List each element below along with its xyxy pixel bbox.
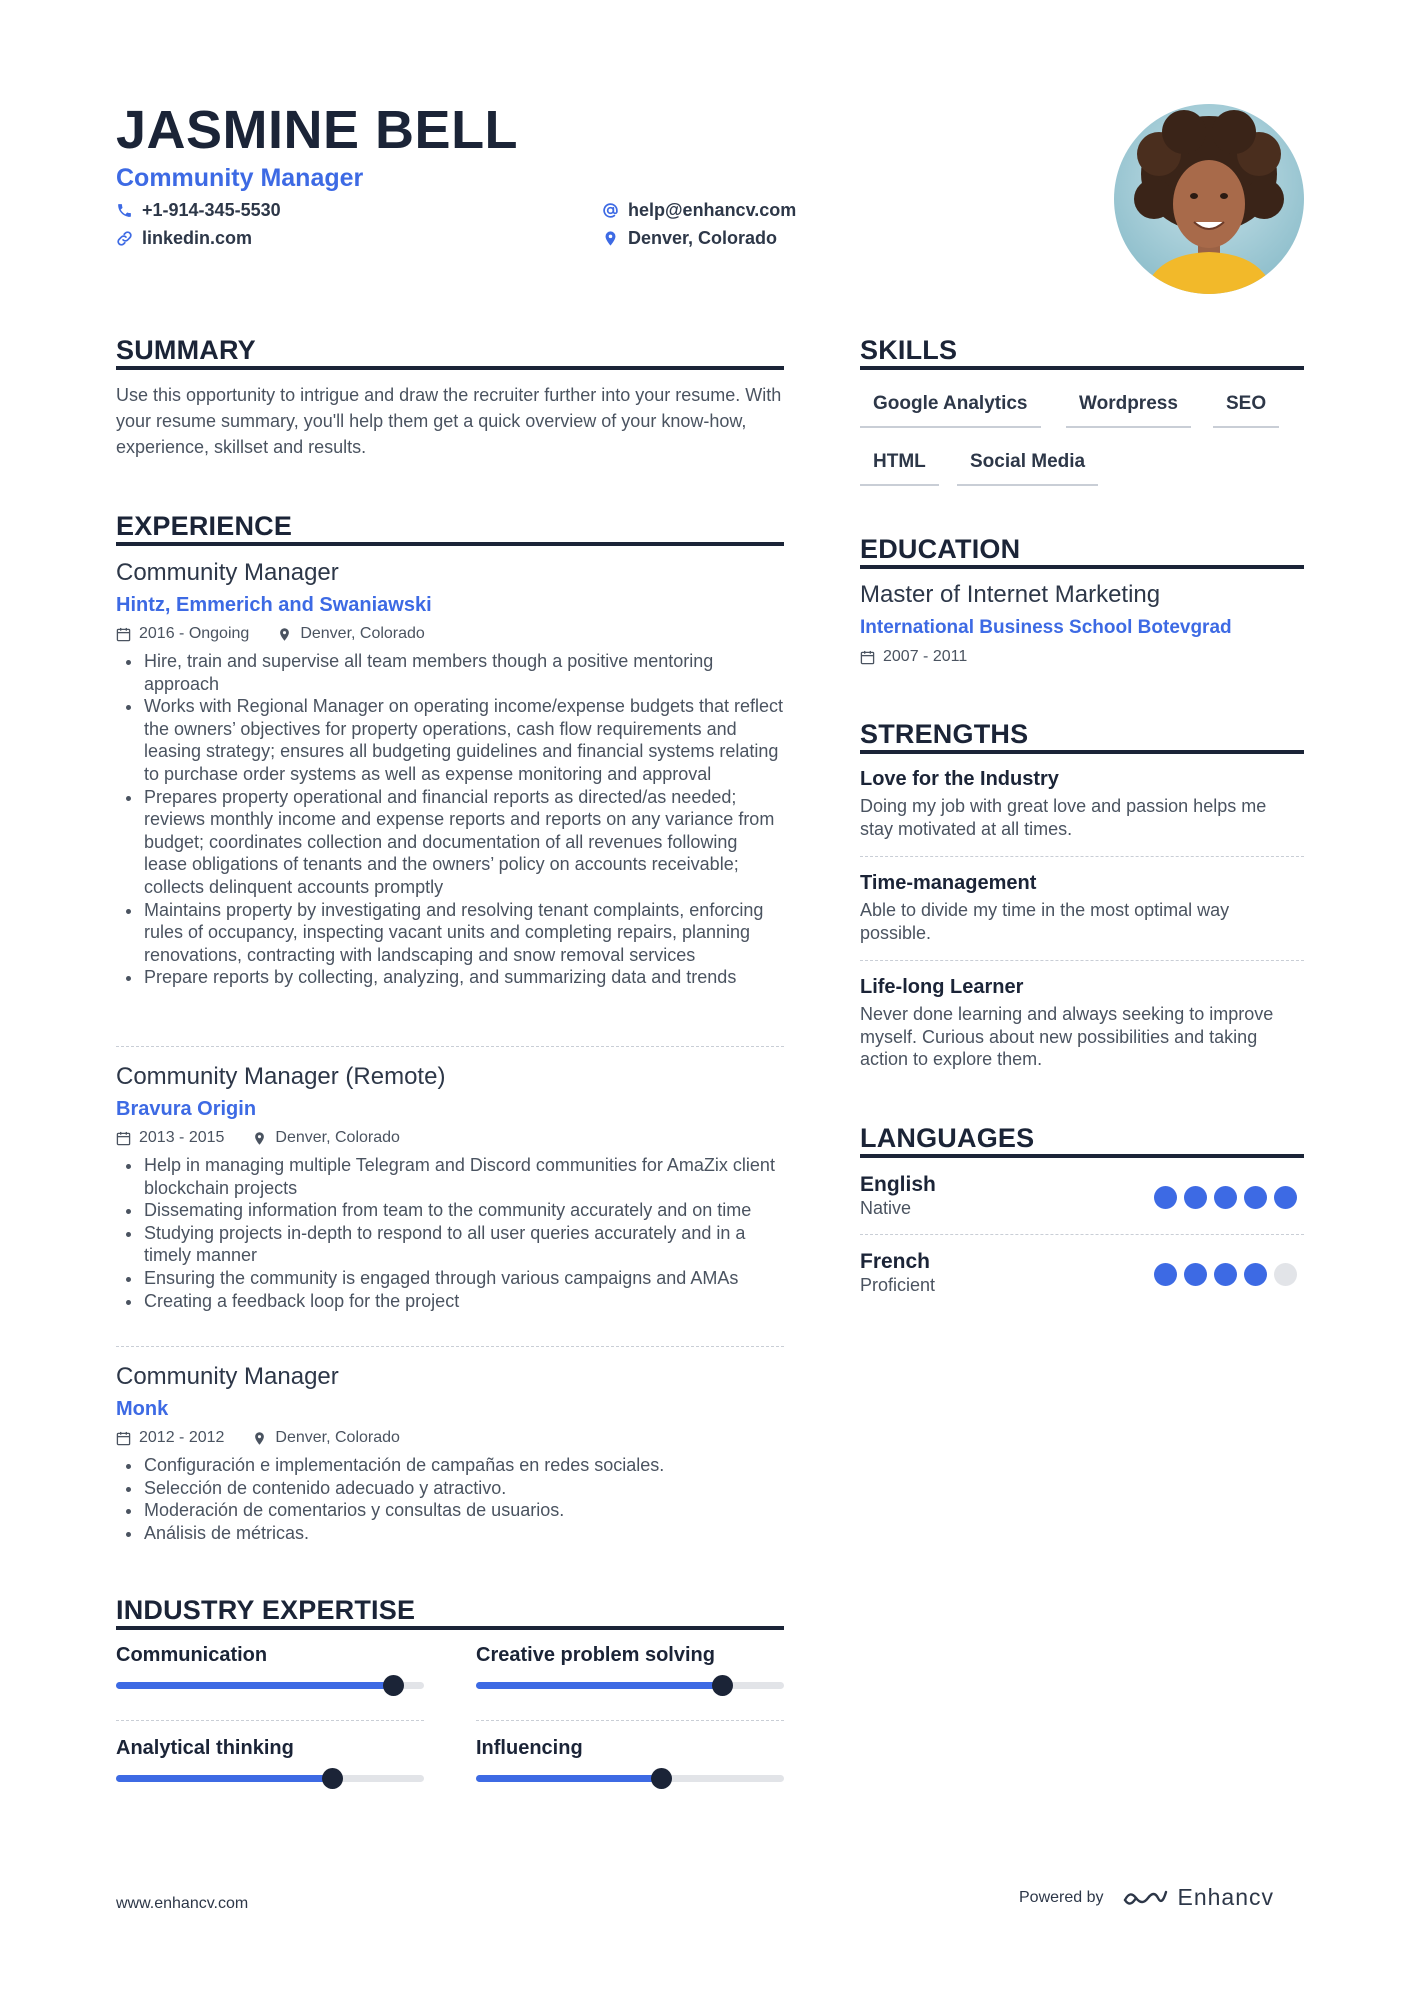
profile-photo — [1114, 104, 1304, 294]
education-dates: 2007 - 2011 — [883, 648, 968, 665]
expertise-label: Analytical thinking — [116, 1737, 294, 1759]
expertise-bar — [116, 1682, 424, 1689]
expertise-bar-fill — [116, 1775, 332, 1782]
expertise-bar-knob — [712, 1675, 733, 1696]
contact-email[interactable] — [602, 199, 796, 221]
rating-dot — [1184, 1263, 1207, 1286]
job-title: Community Manager — [116, 559, 339, 586]
job-company[interactable]: Bravura Origin — [116, 1098, 257, 1120]
bullet-item: • Maintains property by investigating and resolving tenant complaints, enforcing rules of occupancy, inspecting vacant units and completing repairs, planning renovations, contracting with landscaping and snow removal services — [143, 899, 784, 967]
expertise-bar-fill — [116, 1682, 393, 1689]
education-degree: Master of Internet Marketing — [860, 581, 1161, 608]
job-location: Denver, Colorado — [275, 1129, 400, 1146]
contact-location — [602, 227, 777, 249]
strength-title: Life-long Learner — [860, 976, 1024, 998]
education-heading: EDUCATION — [860, 534, 1021, 564]
strength-desc: Never done learning and always seeking to improve myself. Curious about new possibilities and taking action to explore them. — [860, 1004, 1274, 1070]
expertise-bar — [116, 1775, 424, 1782]
skill-tag: Google Analytics — [860, 392, 1041, 428]
brand-name: Enhancv — [1177, 1884, 1275, 1910]
expertise-bar-fill — [476, 1682, 722, 1689]
language-item — [860, 1250, 935, 1296]
strength-item — [860, 766, 1304, 840]
job-company[interactable]: Monk — [116, 1398, 169, 1420]
divider — [860, 960, 1304, 961]
link-icon — [116, 230, 133, 247]
bullet-item: • Dissemating information from team to the community accurately and on time — [143, 1199, 784, 1222]
job-title: Community Manager (Remote) — [116, 1063, 446, 1090]
strength-title: Love for the Industry — [860, 768, 1059, 790]
summary-heading: SUMMARY — [116, 335, 256, 365]
strength-desc: Able to divide my time in the most optimal way possible. — [860, 900, 1230, 943]
experience-rule — [116, 542, 784, 546]
experience-entry — [116, 1362, 784, 1544]
bullet-item: • Configuración e implementación de campañas en redes sociales. — [143, 1454, 784, 1477]
job-dates: 2013 - 2015 — [139, 1129, 225, 1146]
email-text: help@enhancv.com — [628, 200, 797, 220]
job-location: Denver, Colorado — [275, 1429, 400, 1446]
rating-dot — [1274, 1263, 1297, 1286]
location-pin-icon — [277, 627, 292, 642]
footer-website[interactable]: www.enhancv.com — [116, 1895, 249, 1912]
location-pin-icon — [252, 1131, 267, 1146]
expertise-label: Creative problem solving — [476, 1644, 715, 1666]
rating-dot — [1214, 1263, 1237, 1286]
rating-dot — [1274, 1186, 1297, 1209]
calendar-icon — [116, 627, 131, 642]
strengths-heading: STRENGTHS — [860, 719, 1029, 749]
job-bullets — [116, 1454, 784, 1544]
rating-dot — [1154, 1186, 1177, 1209]
job-dates: 2016 - Ongoing — [139, 625, 250, 642]
rating-dot — [1244, 1186, 1267, 1209]
bullet-item: • Works with Regional Manager on operating income/expense budgets that reflect the owners’ objectives for property operations, cash flow requirements and leasing strategy; ensures all budgeting guidelines and financial systems relating to purchase order systems as well as expense monitoring and approval — [143, 695, 784, 785]
job-location: Denver, Colorado — [300, 625, 425, 642]
bullet-item: • Hire, train and supervise all team members though a positive mentoring approach — [143, 650, 784, 695]
expertise-bar — [476, 1775, 784, 1782]
expertise-bar-fill — [476, 1775, 661, 1782]
skill-tag: Social Media — [957, 450, 1098, 486]
strength-desc: Doing my job with great love and passion helps me stay motivated at all times. — [860, 796, 1267, 839]
at-icon — [602, 202, 619, 219]
bullet-item: • Help in managing multiple Telegram and Discord communities for AmaZix client blockchain projects — [143, 1154, 784, 1199]
strengths-rule — [860, 750, 1304, 754]
bullet-item: • Ensuring the community is engaged through various campaigns and AMAs — [143, 1267, 784, 1290]
experience-entry — [116, 558, 784, 989]
rating-dot — [1154, 1263, 1177, 1286]
skill-tag: Wordpress — [1066, 392, 1191, 428]
skills-heading: SKILLS — [860, 335, 958, 365]
language-rating — [1154, 1186, 1297, 1209]
job-dates: 2012 - 2012 — [139, 1429, 225, 1446]
rating-dot — [1244, 1263, 1267, 1286]
footer-branding — [1019, 1884, 1274, 1911]
strength-title: Time-management — [860, 872, 1037, 894]
linkedin-text: linkedin.com — [142, 228, 253, 248]
divider — [860, 856, 1304, 857]
job-meta — [116, 1128, 784, 1148]
rating-dot — [1184, 1186, 1207, 1209]
divider — [860, 1234, 1304, 1235]
languages-rule — [860, 1154, 1304, 1158]
skill-tag: HTML — [860, 450, 939, 486]
expertise-heading: INDUSTRY EXPERTISE — [116, 1595, 416, 1625]
job-bullets — [116, 1154, 784, 1312]
divider — [116, 1046, 784, 1047]
skill-tag: SEO — [1213, 392, 1279, 428]
phone-icon — [116, 202, 133, 219]
bullet-item: • Selección de contenido adecuado y atractivo. — [143, 1477, 784, 1500]
phone-text: +1-914-345-5530 — [142, 200, 281, 220]
calendar-icon — [860, 650, 875, 665]
languages-heading: LANGUAGES — [860, 1123, 1035, 1153]
education-entry — [860, 580, 1304, 667]
summary-text: Use this opportunity to intrigue and draw the recruiter further into your resume. With your resume summary, you'll help them get a quick overview of your know-how, experience, skillset and results. — [116, 385, 782, 457]
bullet-item: • Análisis de métricas. — [143, 1522, 784, 1545]
expertise-label: Communication — [116, 1644, 268, 1666]
powered-by-text: Powered by — [1019, 1888, 1104, 1906]
bullet-item: • Moderación de comentarios y consultas de usuarios. — [143, 1499, 784, 1522]
language-name: French — [860, 1250, 931, 1273]
job-company[interactable]: Hintz, Emmerich and Swaniawski — [116, 594, 432, 616]
location-pin-icon — [602, 230, 619, 247]
language-rating — [1154, 1263, 1297, 1286]
enhancv-logo-icon — [1122, 1886, 1168, 1910]
education-school[interactable]: International Business School Botevgrad — [860, 617, 1232, 638]
job-meta — [116, 1428, 784, 1448]
expertise-bar — [476, 1682, 784, 1689]
education-meta — [860, 647, 1304, 667]
bullet-item: • Studying projects in-depth to respond to all user queries accurately and in a timely manner — [143, 1222, 784, 1267]
rating-dot — [1214, 1186, 1237, 1209]
job-title: Community Manager — [116, 1363, 339, 1390]
language-name: English — [860, 1173, 936, 1196]
language-level: Proficient — [860, 1275, 936, 1295]
bullet-item: • Creating a feedback loop for the project — [143, 1290, 784, 1313]
experience-entry — [116, 1062, 784, 1312]
location-text: Denver, Colorado — [628, 228, 778, 248]
bullet-item: • Prepare reports by collecting, analyzing, and summarizing data and trends — [143, 966, 784, 989]
divider — [116, 1720, 424, 1721]
expertise-label: Influencing — [476, 1737, 583, 1759]
experience-heading: EXPERIENCE — [116, 511, 293, 541]
candidate-title: Community Manager — [116, 164, 364, 192]
language-item — [860, 1173, 936, 1219]
expertise-bar-knob — [322, 1768, 343, 1789]
divider — [116, 1346, 784, 1347]
contact-linkedin[interactable] — [116, 227, 252, 249]
candidate-name: JASMINE BELL — [116, 100, 519, 160]
expertise-bar-knob — [383, 1675, 404, 1696]
location-pin-icon — [252, 1431, 267, 1446]
contact-phone[interactable] — [116, 199, 281, 221]
language-level: Native — [860, 1198, 912, 1218]
job-meta — [116, 624, 784, 644]
job-bullets — [116, 650, 784, 989]
divider — [476, 1720, 784, 1721]
expertise-rule — [116, 1626, 784, 1630]
expertise-bar-knob — [651, 1768, 672, 1789]
calendar-icon — [116, 1431, 131, 1446]
bullet-item: • Prepares property operational and financial reports as directed/as needed; reviews monthly income and expense reports and reports on any variance from budget; coordinates collection and documentation of all revenues following lease obligations of tenants and the owners’ policy on accounts receivable; collects delinquent accounts promptly — [143, 786, 784, 899]
calendar-icon — [116, 1131, 131, 1146]
skills-rule — [860, 366, 1304, 370]
brand[interactable] — [1122, 1884, 1275, 1911]
strength-item — [860, 870, 1304, 944]
education-rule — [860, 565, 1304, 569]
summary-rule — [116, 366, 784, 370]
strength-item — [860, 974, 1304, 1071]
